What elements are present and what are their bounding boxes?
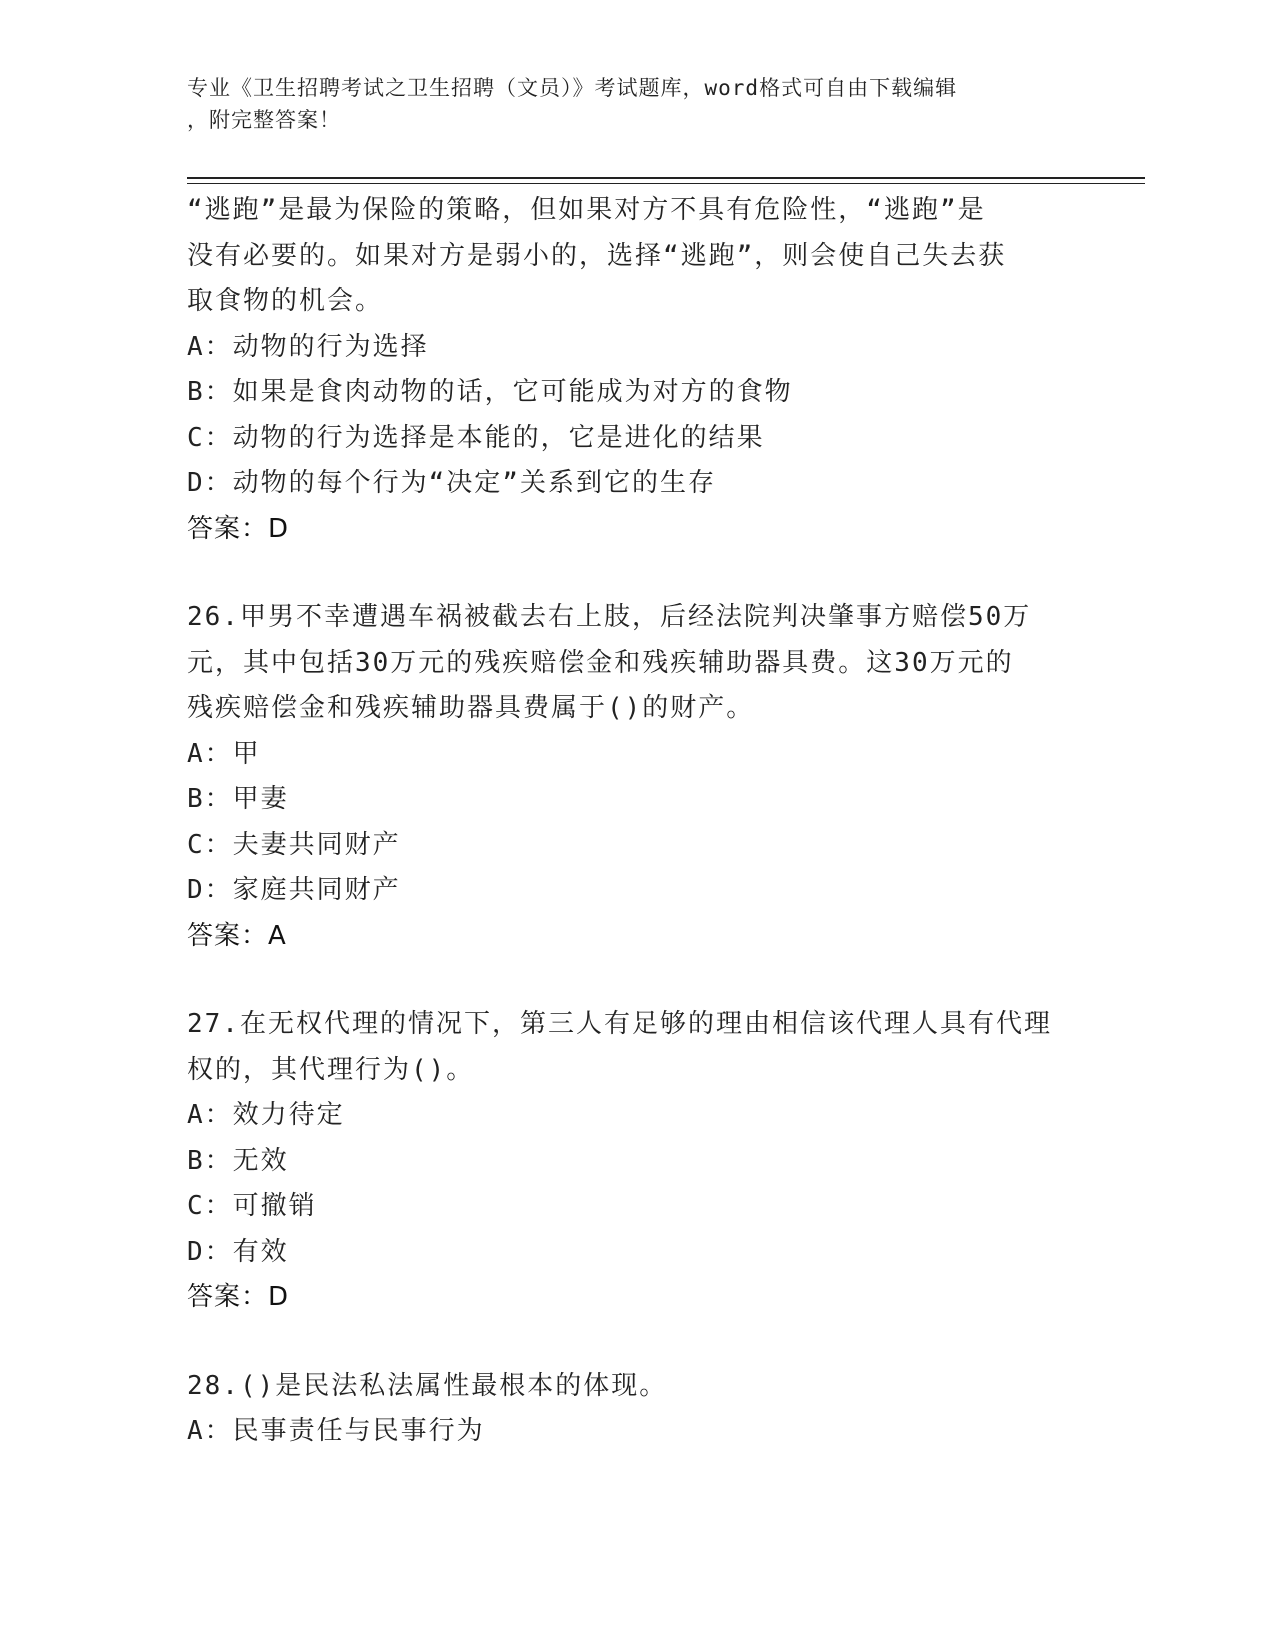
option-d: D：有效 [187,1236,289,1267]
document-header [187,72,1067,136]
header-line-2: ，附完整答案！ [187,108,341,132]
question-stem-line: 权的，其代理行为()。 [187,1054,475,1085]
option-c: C：夫妻共同财产 [187,829,401,860]
question-28 [187,1364,1077,1455]
option-b: B：甲妻 [187,784,289,814]
question-stem-line: 残疾赔偿金和残疾辅助器具费属于()的财产。 [187,693,755,723]
spacer [187,959,1077,1002]
option-a: A：效力待定 [187,1100,345,1130]
answer-text: 答案：D [187,1282,290,1312]
question-26 [187,595,1077,959]
question-stem-line: 没有必要的。如果对方是弱小的，选择“逃跑”，则会使自己失去获 [187,240,1007,271]
spacer [187,1321,1077,1364]
question-stem-line: 元，其中包括30万元的残疾赔偿金和残疾辅助器具费。这30万元的 [187,647,1014,678]
option-a: A：动物的行为选择 [187,331,429,362]
header-divider-thick [187,177,1145,179]
question-25 [187,188,1077,552]
question-stem-line: “逃跑”是最为保险的策略，但如果对方不具有危险性，“逃跑”是 [187,195,986,225]
question-list [187,188,1077,1455]
question-stem-line: 28.()是民法私法属性最根本的体现。 [187,1370,668,1401]
header-line-1: 专业《卫生招聘考试之卫生招聘（文员）》考试题库，word格式可自由下载编辑 [187,76,958,100]
header-divider-thin [187,183,1145,184]
option-a: A：甲 [187,738,261,769]
option-d: D：家庭共同财产 [187,875,401,905]
option-a: A：民事责任与民事行为 [187,1416,485,1446]
question-stem-line: 27.在无权代理的情况下，第三人有足够的理由相信该代理人具有代理 [187,1009,1052,1039]
option-b: B：无效 [187,1145,289,1176]
question-27 [187,1002,1077,1321]
question-stem-line: 取食物的机会。 [187,286,384,316]
option-b: B：如果是食肉动物的话，它可能成为对方的食物 [187,377,793,407]
question-stem-line: 26.甲男不幸遭遇车祸被截去右上肢，后经法院判决肇事方赔偿50万 [187,602,1032,632]
option-c: C：可撤销 [187,1191,317,1221]
option-d: D：动物的每个行为“决定”关系到它的生存 [187,468,716,498]
spacer [187,552,1077,595]
answer-text: 答案：A [187,920,287,951]
answer-text: 答案：D [187,513,290,544]
option-c: C：动物的行为选择是本能的，它是进化的结果 [187,422,765,453]
